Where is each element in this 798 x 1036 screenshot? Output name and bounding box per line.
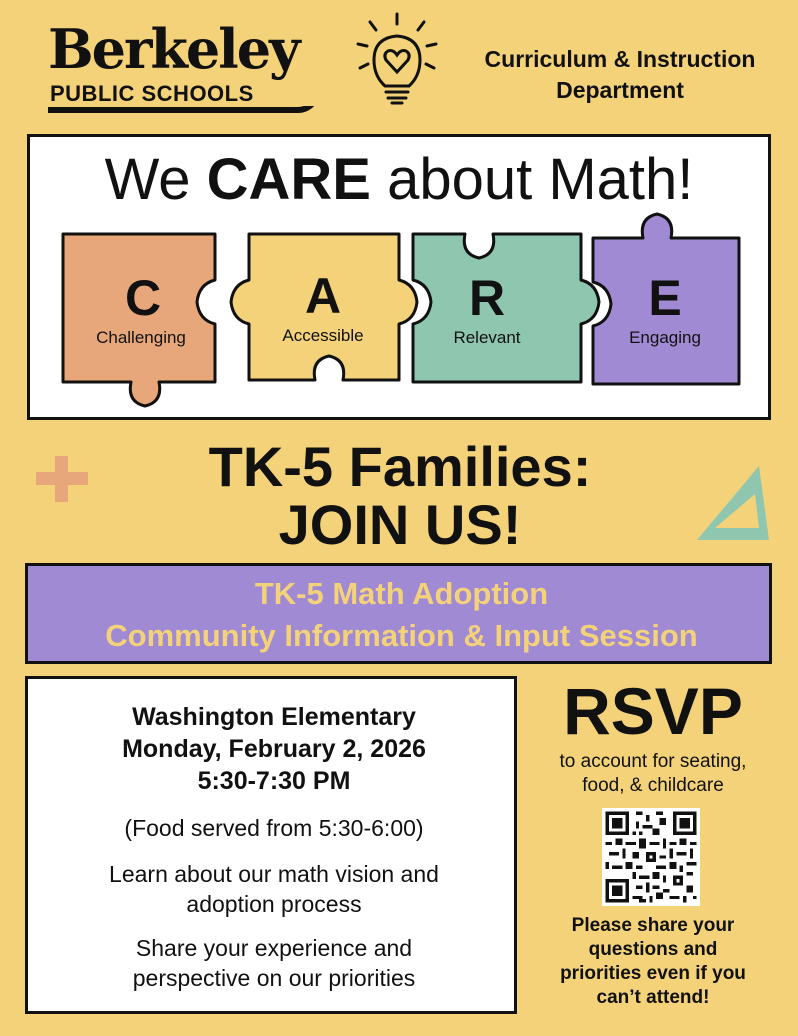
event-point2-line1: Share your experience and — [135, 935, 413, 961]
event-food: (Food served from 5:30-6:00) — [124, 815, 424, 841]
banner-line-2: Community Information & Input Session — [105, 618, 698, 653]
department-line-1: Curriculum & Instruction — [484, 46, 756, 72]
letter-r: R — [468, 270, 506, 326]
word-relevant: Relevant — [453, 328, 521, 347]
letter-c: C — [124, 270, 162, 326]
families-heading — [60, 435, 740, 556]
word-accessible: Accessible — [282, 326, 364, 345]
event-date: Monday, February 2, 2026 — [122, 735, 426, 763]
logo-name: Berkeley — [48, 17, 299, 81]
district-logo — [48, 17, 338, 114]
rsvp-sub-line-1: to account for seating, — [559, 751, 747, 772]
rsvp-title: RSVP — [563, 674, 743, 748]
share-line-2: questions and — [588, 939, 718, 960]
department-line-2: Department — [556, 77, 684, 103]
share-line-3: priorities even if you — [560, 963, 746, 984]
care-puzzle — [27, 134, 771, 420]
event-details — [25, 676, 517, 1014]
share-line-4: can’t attend! — [596, 987, 710, 1008]
event-point1-line2: adoption process — [186, 891, 362, 917]
logo-subtitle: PUBLIC SCHOOLS — [50, 81, 254, 106]
share-line-1: Please share your — [571, 915, 735, 936]
families-line-2: JOIN US! — [278, 493, 522, 556]
letter-e: E — [648, 270, 682, 326]
banner-line-1: TK-5 Math Adoption — [254, 576, 549, 611]
care-title-bold: CARE — [206, 147, 371, 212]
logo-swoosh — [48, 106, 338, 130]
lightbulb-heart-icon — [352, 12, 442, 108]
rsvp-subtitle — [530, 750, 776, 798]
word-engaging: Engaging — [629, 328, 701, 347]
letter-a: A — [304, 268, 342, 324]
rsvp-sub-line-2: food, & childcare — [582, 775, 724, 796]
word-challenging: Challenging — [96, 328, 186, 347]
session-banner — [25, 563, 772, 664]
rsvp-qr-code[interactable] — [602, 808, 700, 906]
event-point1-line1: Learn about our math vision and — [109, 861, 439, 887]
event-school: Washington Elementary — [132, 703, 416, 731]
event-point2-line2: perspective on our priorities — [132, 965, 416, 991]
care-title-post: about Math! — [370, 147, 694, 212]
share-note — [530, 914, 776, 1010]
care-title-pre: We — [104, 147, 207, 212]
families-line-1: TK-5 Families: — [208, 435, 592, 498]
department-name — [450, 44, 790, 106]
event-time: 5:30-7:30 PM — [197, 767, 351, 795]
